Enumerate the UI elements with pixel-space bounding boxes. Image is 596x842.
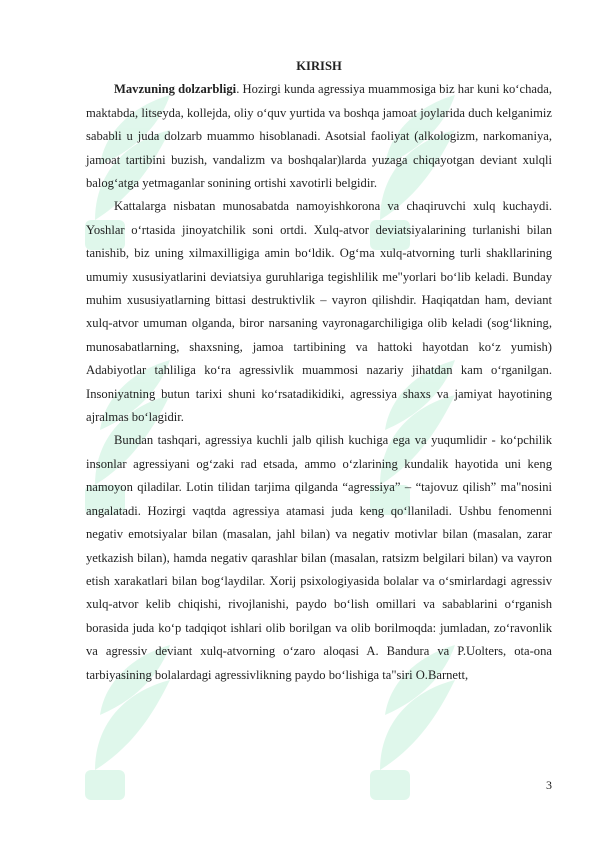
paragraph-aggression: Bundan tashqari, agressiya kuchli jalb qilish kuchiga ega va yuqumlidir - ko‘pchilik insonlar agressiyani og‘zaki rad etsada, ammo o‘zlarining kundalik hayotida uni keng namoyon qiladilar. Lotin tilidan tarjima qilganda “agressiya” – “tajovuz qilish” ma"nosini angalatadi. Hozirgi vaqtda agressiya atamasi juda keng qo‘llaniladi. Ushbu fenomenni negativ emotsiyalar bilan (masalan, jahl bilan) va negativ motivlar bilan (masalan, zarar yetkazish bilan), hamda negativ qarashlar bilan (masalan, ratsizm belgilari bilan) va vayron etish xarakatlari bilan bog‘laydilar. Xorij psixologiyasida bolalar va o‘smirlardagi agressiv xulq-atvor kelib chiqishi, rivojlanishi, paydo bo‘lish omillari va sabablarini o‘rganish borasida juda ko‘p tadqiqot ishlari olib borilgan va olib borilmoqda: jumladan, zo‘ravonlik va agressiv deviant xulq-atvorning o‘zaro aloqasi A. Bandura va P.Uolters, ota-ona tarbiyasining bolalardagi agressivlikning paydo bo‘lishiga ta"siri O.Barnett, (86, 433, 552, 682)
paragraph-lead: Mavzuning dolzarbligi (114, 82, 237, 97)
paragraph-deviance: Kattalarga nisbatan munosabatda namoyishkorona va chaqiruvchi xulq kuchaydi. Yoshlar o‘rtasida jinoyatchilik soni ortdi. Xulq-atvor deviatsiyalarining turlanishi bilan tanishib, biz uning xilmaxilligiga amin bo‘ldik. Og‘ma xulq-atvorning turli shakllarining umumiy xususiyatlarini deviatsiya guruhlariga tegishlilik me"yorlari bo‘lib keladi. Bunday muhim xususiyatlarning bittasi destruktivlik – vayron qilishdir. Haqiqatdan ham, deviant xulq-atvor umuman olganda, biror narsaning vayronagarchiligiga olib keladi (sog‘likning, munosabatlarning, shaxsning, jamoa tartibining va hattoki hayotdan ko‘z yumish) Adabiyotlar tahliliga ko‘ra agressivlik muammosi nazariy jihatdan kam o‘rganilgan. Insoniyatning butun tarixi shuni ko‘rsatadikidiki, agressiya shaxs va jamiyat hayotining ajralmas bo‘lagidir. (86, 199, 552, 425)
document-body (86, 55, 552, 687)
page-number: 3 (546, 778, 552, 792)
paragraph-text: . Hozirgi kunda agressiya muammosiga biz har kuni ko‘chada, maktabda, litseyda, kollejda, oliy o‘quv yurtida va boshqa jamoat joylarida duch kelganimiz sababli u juda dolzarb muammo hisoblanadi. Asotsial faoliyat (alkologizm, narkomaniya, jamoat tartibini buzish, vandalizm va boshqalar)larda yuzaga chiqayotgan deviant xulqli balog‘atga yetmaganlar sonining ortishi xavotirli belgidir. (86, 82, 552, 191)
page-title: KIRISH (296, 59, 342, 73)
paragraph-relevance (86, 78, 552, 195)
